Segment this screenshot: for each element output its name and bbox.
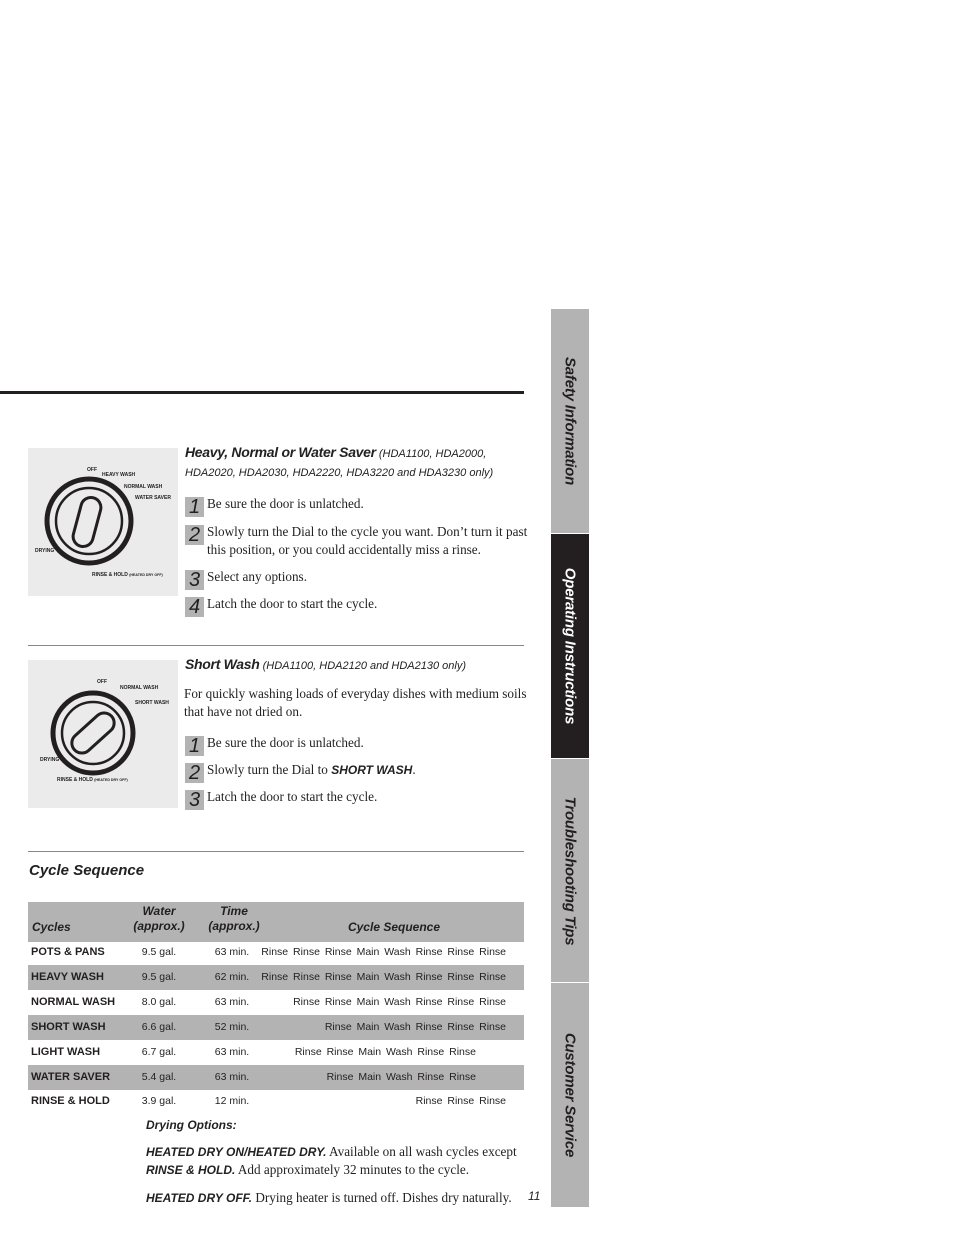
section-title: Heavy, Normal or Water Saver xyxy=(185,444,376,460)
dial-label-rinse-hold xyxy=(92,572,163,578)
step-text: Select any options. xyxy=(207,569,307,584)
step-text-part: Slowly turn the Dial to xyxy=(207,762,332,777)
dial-label-normal-wash: NORMAL WASH xyxy=(120,685,159,691)
step-number: 2 xyxy=(185,763,204,783)
table-row xyxy=(28,1065,524,1090)
dial-panel-short-wash xyxy=(28,660,178,808)
cell-time: 62 min. xyxy=(214,971,250,983)
divider xyxy=(28,851,524,852)
header-water xyxy=(129,904,189,934)
cell-water: 6.6 gal. xyxy=(141,1021,177,1033)
cell-water: 3.9 gal. xyxy=(141,1095,177,1107)
section-models: (HDA1100, HDA2000, xyxy=(378,448,487,460)
cell-time: 63 min. xyxy=(214,1046,250,1058)
tab-operating-instructions[interactable] xyxy=(551,534,589,759)
rinse-hold-note: (HEATED DRY OFF) xyxy=(94,778,128,782)
drying-text: Drying heater is turned off. Dishes dry naturally. xyxy=(252,1190,512,1205)
drying-emphasis: HEATED DRY ON/HEATED DRY. xyxy=(146,1145,327,1159)
cycle-sequence-title: Cycle Sequence xyxy=(29,862,145,879)
dial-label-normal-wash: NORMAL WASH xyxy=(124,484,163,490)
rinse-hold-text: RINSE & HOLD xyxy=(92,572,128,578)
cell-time: 63 min. xyxy=(214,946,250,958)
dial-label-drying: DRYING xyxy=(40,757,60,763)
cell-sequence: Rinse Main Wash Rinse Rinse xyxy=(326,1071,476,1083)
step-number: 3 xyxy=(185,790,204,810)
dial-label-off: OFF xyxy=(97,679,107,685)
header-cycles: Cycles xyxy=(32,920,71,934)
header-time xyxy=(204,904,264,934)
step-number: 1 xyxy=(185,736,204,756)
cell-cycle: HEAVY WASH xyxy=(31,971,104,983)
cell-time: 12 min. xyxy=(214,1095,250,1107)
table-row xyxy=(28,965,524,990)
tab-label: Operating Instructions xyxy=(561,567,579,725)
top-rule xyxy=(0,391,524,394)
step-text: Latch the door to start the cycle. xyxy=(207,789,378,804)
table-row xyxy=(28,1015,524,1040)
tab-label: Troubleshooting Tips xyxy=(561,796,579,945)
cell-sequence: Rinse Rinse Main Wash Rinse Rinse xyxy=(294,1046,476,1058)
tab-safety-information[interactable] xyxy=(551,309,589,534)
step-text-part: . xyxy=(412,762,416,777)
short-wash-intro: For quickly washing loads of everyday dishes with medium soils that have not dried on. xyxy=(184,686,527,719)
cell-sequence: Rinse Main Wash Rinse Rinse Rinse xyxy=(324,1021,506,1033)
dial-panel-heavy-normal xyxy=(28,448,178,596)
header-sequence: Cycle Sequence xyxy=(347,920,441,934)
step-number: 2 xyxy=(185,525,204,545)
section-models-line2: HDA2020, HDA2030, HDA2220, HDA3220 and HDA3230 only) xyxy=(185,467,494,479)
header-time-line1: Time xyxy=(220,904,248,918)
page-number: 11 xyxy=(528,1189,541,1203)
cell-water: 9.5 gal. xyxy=(141,971,177,983)
dial-label-rinse-hold xyxy=(57,777,128,783)
header-water-line2: (approx.) xyxy=(133,919,185,933)
table-row xyxy=(28,1040,524,1065)
section-title: Short Wash xyxy=(185,656,260,672)
table-row xyxy=(28,940,524,965)
tab-label: Safety Information xyxy=(561,356,579,486)
step-text: Be sure the door is unlatched. xyxy=(207,496,364,511)
drying-text: Add approximately 32 minutes to the cycle. xyxy=(235,1162,470,1177)
cell-water: 6.7 gal. xyxy=(141,1046,177,1058)
dial-label-drying: DRYING xyxy=(35,548,55,554)
step-text: Slowly turn the Dial to the cycle you want. Don’t turn it past this position, or you could accidentally miss a rinse. xyxy=(207,524,528,557)
drying-text: Available on all wash cycles except xyxy=(326,1144,517,1159)
cell-cycle: NORMAL WASH xyxy=(31,996,116,1008)
header-water-line1: Water xyxy=(142,904,176,918)
dial-label-off: OFF xyxy=(87,467,97,473)
drying-emphasis: RINSE & HOLD. xyxy=(146,1163,236,1177)
cell-time: 63 min. xyxy=(214,996,250,1008)
cell-cycle: RINSE & HOLD xyxy=(31,1095,110,1107)
cell-sequence: Rinse Rinse Rinse xyxy=(415,1095,506,1107)
step-text xyxy=(207,761,529,779)
drying-option-heated-dry-off xyxy=(146,1189,536,1207)
step-number: 3 xyxy=(185,570,204,590)
drying-option-heated-dry-on xyxy=(146,1143,536,1179)
tab-troubleshooting-tips[interactable] xyxy=(551,759,589,983)
table-header xyxy=(28,902,524,942)
dial-label-heavy-wash: HEAVY WASH xyxy=(102,472,136,478)
cell-time: 52 min. xyxy=(214,1021,250,1033)
table-row xyxy=(28,990,524,1015)
cell-time: 63 min. xyxy=(214,1071,250,1083)
step-text: Latch the door to start the cycle. xyxy=(207,596,378,611)
table-row xyxy=(28,1089,524,1114)
section-heading-short-wash xyxy=(185,656,466,672)
divider xyxy=(28,645,524,646)
cell-water: 5.4 gal. xyxy=(141,1071,177,1083)
cell-cycle: SHORT WASH xyxy=(31,1021,106,1033)
drying-emphasis: HEATED DRY OFF. xyxy=(146,1191,253,1205)
header-time-line2: (approx.) xyxy=(208,919,260,933)
cell-water: 8.0 gal. xyxy=(141,996,177,1008)
section-heading-heavy-normal xyxy=(185,444,486,460)
step-number: 4 xyxy=(185,597,204,617)
step-text: Be sure the door is unlatched. xyxy=(207,735,364,750)
step-number: 1 xyxy=(185,497,204,517)
section-models: (HDA1100, HDA2120 and HDA2130 only) xyxy=(262,660,467,672)
tab-label: Customer Service xyxy=(561,1032,579,1158)
step-text-emphasis: SHORT WASH xyxy=(331,763,413,777)
tab-customer-service[interactable] xyxy=(551,983,589,1208)
drying-options-title: Drying Options: xyxy=(146,1118,237,1132)
cell-cycle: LIGHT WASH xyxy=(31,1046,101,1058)
cell-sequence: Rinse Rinse Rinse Main Wash Rinse Rinse Rinse xyxy=(261,971,506,983)
cell-water: 9.5 gal. xyxy=(141,946,177,958)
cell-sequence: Rinse Rinse Rinse Main Wash Rinse Rinse Rinse xyxy=(261,946,506,958)
dial-label-water-saver: WATER SAVER xyxy=(135,495,171,501)
dial-label-short-wash: SHORT WASH xyxy=(135,700,169,706)
cell-cycle: WATER SAVER xyxy=(31,1071,111,1083)
cell-cycle: POTS & PANS xyxy=(31,946,105,958)
cell-sequence: Rinse Rinse Main Wash Rinse Rinse Rinse xyxy=(293,996,506,1008)
rinse-hold-text: RINSE & HOLD xyxy=(57,777,93,783)
rinse-hold-note: (HEATED DRY OFF) xyxy=(129,573,163,577)
